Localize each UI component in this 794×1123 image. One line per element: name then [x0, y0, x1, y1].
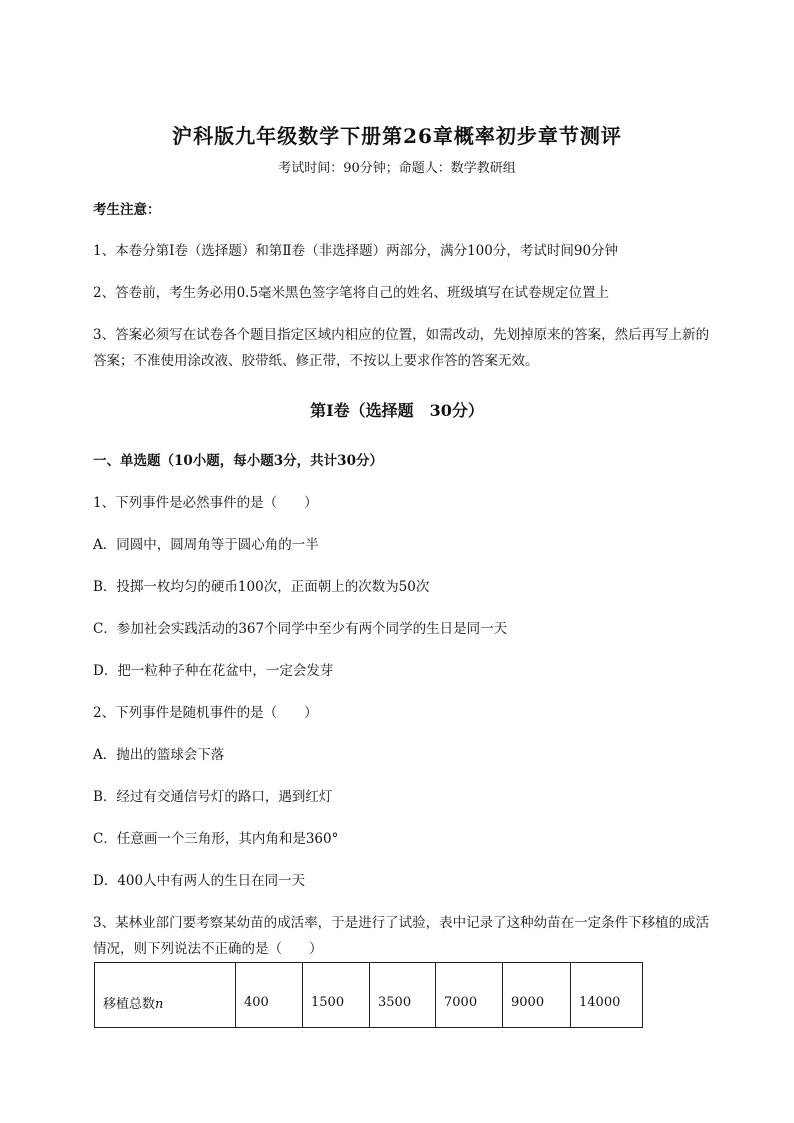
- part-title: 一、单选题（10小题，每小题3分，共计30分）: [93, 453, 383, 469]
- page-title: 沪科版九年级数学下册第26章概率初步章节测评: [172, 124, 622, 148]
- question-1-stem: 1、下列事件是必然事件的是（ ）: [93, 495, 318, 511]
- table-row: [95, 963, 643, 1028]
- question-2-option-b: B．经过有交通信号灯的路口，遇到红灯: [93, 789, 333, 805]
- question-2-option-a: A．抛出的篮球会下落: [93, 747, 225, 763]
- question-2-option-d: D．400人中有两人的生日在同一天: [93, 873, 306, 889]
- question-1-option-d: D．把一粒种子种在花盆中，一定会发芽: [93, 663, 334, 679]
- row-label: 移植总数: [103, 996, 156, 1012]
- row-variable: n: [155, 996, 164, 1012]
- table-cell: 9000: [503, 963, 571, 1028]
- question-1-option-b: B．投掷一枚均匀的硬币100次，正面朝上的次数为50次: [93, 579, 430, 595]
- table-cell: 3500: [370, 963, 436, 1028]
- table-cell: 7000: [436, 963, 503, 1028]
- table-row-header: [95, 963, 236, 1028]
- notice-item-2: 2、答卷前，考生务必用0.5毫米黑色签字笔将自己的姓名、班级填写在试卷规定位置上: [93, 285, 610, 301]
- question-2-option-c: C．任意画一个三角形，其内角和是360°: [93, 831, 339, 847]
- table-cell: 1500: [303, 963, 370, 1028]
- notice-heading: 考生注意：: [93, 202, 161, 218]
- table-cell: 14000: [571, 963, 643, 1028]
- section-title: 第I卷（选择题 30分）: [310, 401, 484, 420]
- notice-item-3: 3、答案必须写在试卷各个题目指定区域内相应的位置，如需改动，先划掉原来的答案，然后再写上新的答案；不准使用涂改液、胶带纸、修正带，不按以上要求作答的答案无效。: [93, 327, 710, 369]
- table-cell: 400: [236, 963, 303, 1028]
- question-3-stem: 3、某林业部门要考察某幼苗的成活率，于是进行了试验，表中记录了这种幼苗在一定条件下移植的成活情况，则下列说法不正确的是（ ）: [93, 915, 710, 957]
- page-subtitle: 考试时间：90分钟；命题人：数学教研组: [278, 161, 516, 176]
- question-1-option-c: C．参加社会实践活动的367个同学中至少有两个同学的生日是同一天: [93, 621, 508, 637]
- question-1-option-a: A．同圆中，圆周角等于圆心角的一半: [93, 537, 319, 553]
- notice-item-1: 1、本卷分第I卷（选择题）和第Ⅱ卷（非选择题）两部分，满分100分，考试时间90分钟: [93, 243, 619, 259]
- question-2-stem: 2、下列事件是随机事件的是（ ）: [93, 705, 318, 721]
- transplant-table: [94, 962, 643, 1028]
